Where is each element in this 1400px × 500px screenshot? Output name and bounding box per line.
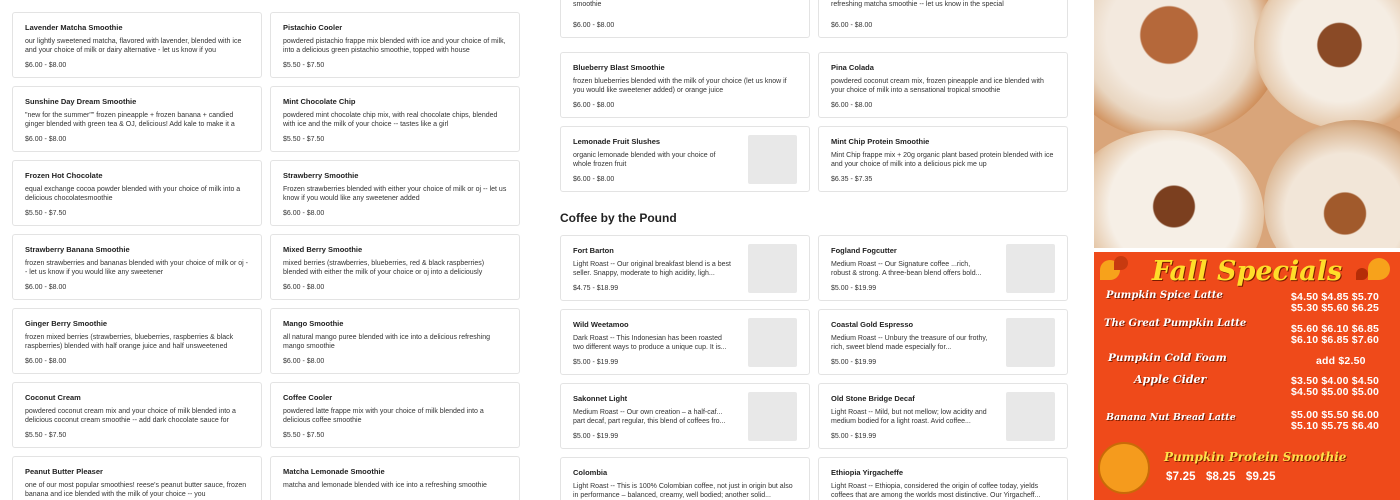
menu-item-price: $5.00 - $19.99 <box>831 285 877 292</box>
menu-item-description: powdered coconut cream mix, frozen pineapple and ice blended with your choice of milk into a sensational tropical smoothie <box>831 78 1044 94</box>
menu-item-card[interactable] <box>12 308 262 374</box>
menu-item-name: Fogland Fogcutter <box>831 246 897 255</box>
menu-item-price: $5.50 - $7.50 <box>25 210 67 217</box>
poster-item-prices: $7.25 $8.25 $9.25 <box>1166 471 1276 483</box>
menu-item-card[interactable] <box>12 160 262 226</box>
menu-item-price: $4.75 - $18.99 <box>573 285 619 292</box>
menu-item-price: $6.00 - $8.00 <box>25 136 67 143</box>
menu-item-description: powdered coconut cream mix and your choice of milk blended into a delicious coconut cream smoothie -- add dark chocolate sauce for <box>25 408 236 424</box>
poster-item-name: Pumpkin Protein Smoothie <box>1164 450 1347 464</box>
menu-item-thumbnail <box>1006 244 1055 293</box>
menu-item-description: Medium Roast -- Our own creation – a half-caf... part decaf, part regular, this blend of coffees fro... <box>573 409 726 425</box>
menu-item-description: Medium Roast -- Our Signature coffee ...rich, robust & strong. A three-bean blend offers bold... <box>831 261 982 277</box>
menu-item-card[interactable] <box>818 52 1068 118</box>
menu-item-price: $5.50 - $7.50 <box>283 62 325 69</box>
poster-item-prices: $4.50 $4.85 $5.70 $5.30 $5.60 $6.25 <box>1291 291 1380 314</box>
menu-item-name: Old Stone Bridge Decaf <box>831 394 915 403</box>
poster-item-prices: $3.50 $4.00 $4.50 $4.50 $5.00 $5.00 <box>1291 375 1380 398</box>
menu-item-card[interactable] <box>560 309 810 375</box>
menu-item-name: Wild Weetamoo <box>573 320 629 329</box>
menu-item-price: $6.00 - $8.00 <box>573 22 615 29</box>
menu-item-description: frozen blueberries blended with the milk of your choice (let us know if you would like sweetener added) or orange juice <box>573 78 787 94</box>
menu-item-price: $6.00 - $8.00 <box>573 176 615 183</box>
menu-item-description: Light Roast -- Mild, but not mellow; low acidity and medium bodied for a light roast. Avid coffee... <box>831 409 987 425</box>
poster-title: Fall Specials <box>1151 256 1343 287</box>
menu-item-card[interactable] <box>818 383 1068 449</box>
menu-item-description: Mint Chip frappe mix + 20g organic plant based protein blended with ice and your choice of milk into a delicious pick me up <box>831 152 1054 168</box>
menu-item-card[interactable] <box>270 86 520 152</box>
menu-item-card[interactable] <box>818 457 1068 500</box>
menu-item-card[interactable] <box>12 12 262 78</box>
menu-item-description: frozen mixed berries (strawberries, blueberries, raspberries & black raspberries) blended with half orange juice and half unsweetened <box>25 334 234 350</box>
menu-item-card[interactable] <box>270 456 520 500</box>
menu-item-name: Colombia <box>573 468 608 477</box>
menu-item-name: Strawberry Banana Smoothie <box>25 245 130 254</box>
section-title-coffee: Coffee by the Pound <box>560 211 677 225</box>
menu-item-description: Light Roast -- Our original breakfast blend is a best seller. Snappy, moderate to high acidity, ligh... <box>573 261 731 277</box>
menu-item-description: all natural mango puree blended with ice into a delicious refreshing mango smoothie <box>283 334 491 350</box>
menu-item-card[interactable] <box>818 309 1068 375</box>
menu-item-name: Mint Chip Protein Smoothie <box>831 137 930 146</box>
menu-item-thumbnail <box>1006 392 1055 441</box>
menu-item-description: Light Roast -- This is 100% Colombian coffee, not just in origin but also in performance – balanced, creamy, well bodied; another solid... <box>573 483 793 499</box>
menu-item-description: smoothie <box>573 1 602 8</box>
menu-item-thumbnail <box>1006 318 1055 367</box>
menu-item-name: Frozen Hot Chocolate <box>25 171 103 180</box>
menu-item-thumbnail <box>748 318 797 367</box>
menu-item-name: Sakonnet Light <box>573 394 628 403</box>
menu-item-description: Dark Roast -- This Indonesian has been roasted two different ways to produce a unique cup. It is... <box>573 335 727 351</box>
menu-item-card[interactable] <box>12 234 262 300</box>
menu-item-card[interactable] <box>270 382 520 448</box>
menu-item-name: Pistachio Cooler <box>283 23 343 32</box>
menu-item-card[interactable] <box>270 234 520 300</box>
donut-photo <box>1094 0 1400 248</box>
poster-item-name: Banana Nut Bread Latte <box>1106 412 1236 423</box>
menu-item-name: Coconut Cream <box>25 393 81 402</box>
menu-item-price: $6.00 - $8.00 <box>25 62 67 69</box>
menu-item-name: Lemonade Fruit Slushes <box>573 137 661 146</box>
menu-item-description: frozen strawberries and bananas blended with your choice of milk or oj -- let us know if you would like any sweetener <box>25 260 248 276</box>
menu-item-card[interactable] <box>560 383 810 449</box>
menu-item-description: powdered pistachio frappe mix blended with ice and your choice of milk, into a delicious green pistachio smoothie, topped with house <box>283 38 506 54</box>
menu-item-card[interactable] <box>560 457 810 500</box>
menu-item-description: powdered mint chocolate chip mix, with real chocolate chips, blended with ice and the milk of your choice -- tastes like a girl <box>283 112 498 128</box>
menu-item-description: mixed berries (strawberries, blueberries, red & black raspberries) blended with either the milk of your choice or oj into a deliciously <box>283 260 485 276</box>
menu-item-name: Coastal Gold Espresso <box>831 320 914 329</box>
poster-item-name: Pumpkin Spice Latte <box>1106 290 1223 301</box>
menu-item-name: Fort Barton <box>573 246 614 255</box>
menu-item-price: $6.00 - $8.00 <box>25 358 67 365</box>
poster-item-prices: $5.60 $6.10 $6.85 $6.10 $6.85 $7.60 <box>1291 323 1380 346</box>
menu-item-card[interactable] <box>12 86 262 152</box>
menu-item-price: $5.50 - $7.50 <box>283 136 325 143</box>
menu-item-description: one of our most popular smoothies! reese's peanut butter sauce, frozen banana and ice blended with the milk of your choice -- you <box>25 482 247 498</box>
menu-item-name: Mixed Berry Smoothie <box>283 245 363 254</box>
menu-item-description: Medium Roast -- Unbury the treasure of our frothy, rich, sweet blend made especially for... <box>831 335 988 351</box>
menu-item-price: $5.00 - $19.99 <box>831 359 877 366</box>
menu-item-card[interactable] <box>560 235 810 301</box>
menu-item-price: $6.35 - $7.35 <box>831 176 873 183</box>
menu-item-price: $5.00 - $19.99 <box>573 433 619 440</box>
menu-item-price: $6.00 - $8.00 <box>831 22 873 29</box>
menu-item-name: Strawberry Smoothie <box>283 171 359 180</box>
menu-item-price: $6.00 - $8.00 <box>25 284 67 291</box>
menu-item-description: organic lemonade blended with your choice of whole frozen fruit <box>573 152 716 168</box>
menu-item-card[interactable] <box>818 126 1068 192</box>
fall-specials-poster <box>1094 252 1400 500</box>
menu-item-description: "new for the summer"" frozen pineapple + frozen banana + candied ginger blended with green tea & OJ, delicious! Add kale to make it a <box>25 112 235 128</box>
menu-item-name: Lavender Matcha Smoothie <box>25 23 123 32</box>
menu-item-name: Mango Smoothie <box>283 319 344 328</box>
menu-item-card[interactable] <box>818 0 1068 38</box>
menu-item-card[interactable] <box>270 160 520 226</box>
menu-item-description: Frozen strawberries blended with either your choice of milk or oj -- let us know if you would like any sweetener added <box>283 186 507 202</box>
menu-item-price: $6.00 - $8.00 <box>283 210 325 217</box>
menu-item-price: $5.50 - $7.50 <box>25 432 67 439</box>
menu-item-description: powdered latte frappe mix with your choice of milk blended into a delicious coffee smoothie <box>283 408 484 424</box>
menu-item-name: Mint Chocolate Chip <box>283 97 356 106</box>
menu-item-name: Matcha Lemonade Smoothie <box>283 467 385 476</box>
menu-item-price: $5.50 - $7.50 <box>283 432 325 439</box>
menu-item-name: Ethiopia Yirgacheffe <box>831 468 904 477</box>
poster-item-prices: add $2.50 <box>1316 355 1366 367</box>
menu-item-card[interactable] <box>12 456 262 500</box>
menu-item-description: Light Roast -- Ethiopia, considered the origin of coffee today, yields coffees that are among the worlds most distinctive. Our Yirgacheff... <box>831 483 1041 499</box>
menu-item-price: $6.00 - $8.00 <box>573 102 615 109</box>
menu-item-card[interactable] <box>560 126 810 192</box>
menu-item-price: $6.00 - $8.00 <box>831 102 873 109</box>
menu-item-name: Peanut Butter Pleaser <box>25 467 103 476</box>
menu-item-price: $6.00 - $8.00 <box>283 284 325 291</box>
menu-item-name: Pina Colada <box>831 63 874 72</box>
menu-item-name: Sunshine Day Dream Smoothie <box>25 97 137 106</box>
menu-item-thumbnail <box>748 244 797 293</box>
menu-item-card[interactable] <box>560 0 810 38</box>
menu-item-description: refreshing matcha smoothie -- let us know in the special <box>831 1 1004 8</box>
menu-item-description: matcha and lemonade blended with ice into a refreshing smoothie <box>283 482 487 489</box>
menu-item-description: our lightly sweetened matcha, flavored with lavender, blended with ice and your choice of milk or dairy alternative - let us know if you <box>25 38 242 54</box>
menu-item-price: $6.00 - $8.00 <box>283 358 325 365</box>
menu-item-card[interactable] <box>270 308 520 374</box>
menu-item-thumbnail <box>748 392 797 441</box>
poster-item-prices: $5.00 $5.50 $6.00 $5.10 $5.75 $6.40 <box>1291 409 1380 432</box>
menu-item-thumbnail <box>748 135 797 184</box>
poster-item-name: The Great Pumpkin Latte <box>1104 318 1247 329</box>
menu-item-card[interactable] <box>12 382 262 448</box>
menu-item-price: $5.00 - $19.99 <box>573 359 619 366</box>
poster-item-name: Apple Cider <box>1134 373 1207 386</box>
menu-item-description: equal exchange cocoa powder blended with your choice of milk into a delicious chocolatesmoothie <box>25 186 241 202</box>
menu-item-name: Blueberry Blast Smoothie <box>573 63 665 72</box>
menu-item-name: Coffee Cooler <box>283 393 333 402</box>
menu-item-card[interactable] <box>560 52 810 118</box>
menu-item-name: Ginger Berry Smoothie <box>25 319 108 328</box>
menu-item-card[interactable] <box>818 235 1068 301</box>
poster-item-name: Pumpkin Cold Foam <box>1108 352 1227 364</box>
menu-item-price: $5.00 - $19.99 <box>831 433 877 440</box>
menu-item-card[interactable] <box>270 12 520 78</box>
